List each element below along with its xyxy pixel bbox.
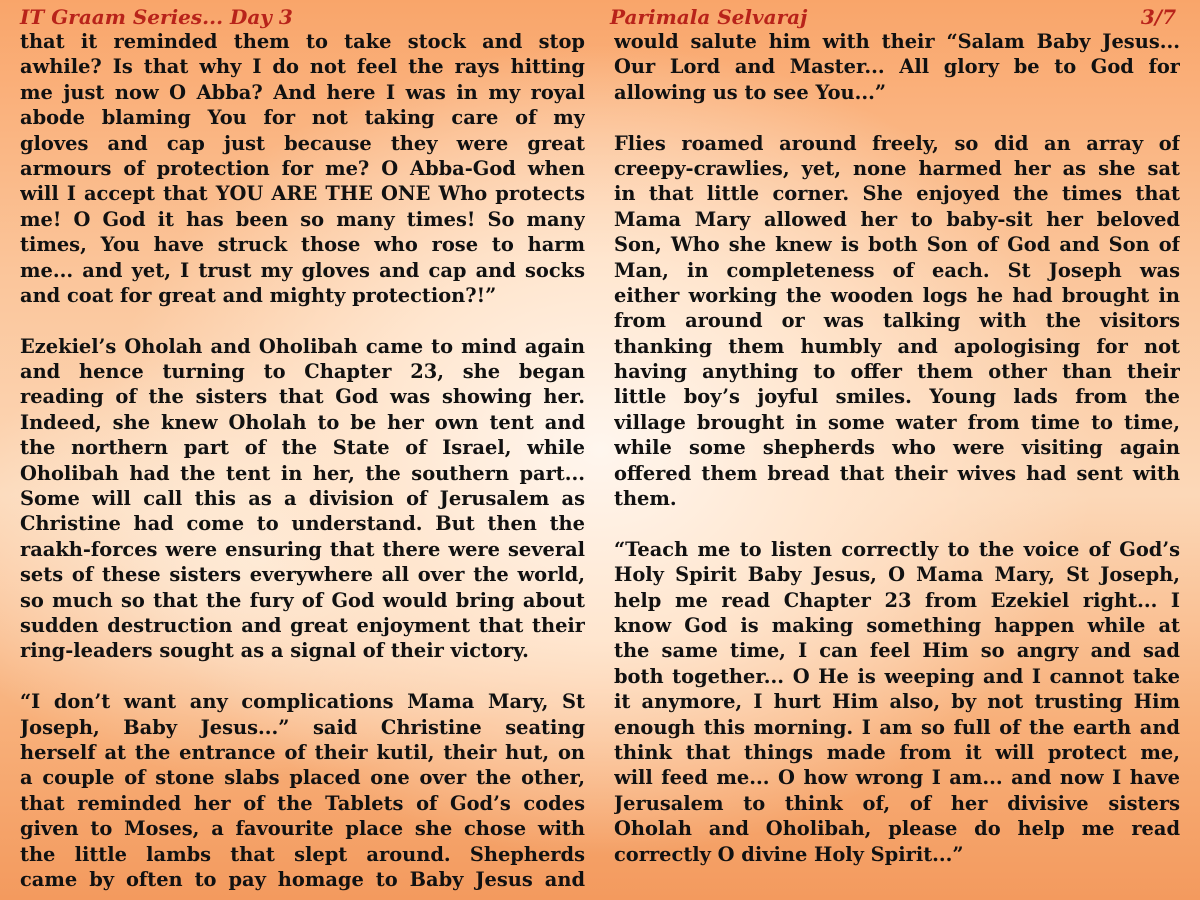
text-line: Joseph, Baby Jesus...” said Christine seating bbox=[20, 715, 585, 739]
text-line: and hence turning to Chapter 23, she began bbox=[20, 360, 585, 384]
left-text-column bbox=[20, 29, 585, 892]
text-line: think that things made from it will protect me, bbox=[614, 740, 1180, 764]
right-text-column bbox=[614, 29, 1180, 867]
text-line: them. bbox=[614, 487, 677, 511]
series-title: IT Graam Series... Day 3 bbox=[20, 5, 293, 29]
text-line: from around or was talking with the visitors bbox=[614, 309, 1180, 333]
text-line: me just now O Abba? And here I was in my royal bbox=[20, 80, 585, 104]
text-line: herself at the entrance of their kutil, their hut, on bbox=[20, 740, 585, 764]
text-line: both together... O He is weeping and I cannot take bbox=[614, 664, 1180, 688]
text-line: Our Lord and Master... All glory be to God for bbox=[614, 55, 1180, 79]
text-line: the northern part of the State of Israel, while bbox=[20, 436, 585, 460]
text-line: Man, in completeness of each. St Joseph was bbox=[614, 258, 1180, 282]
text-line: while some shepherds who were visiting again bbox=[614, 436, 1180, 460]
text-line: Flies roamed around freely, so did an array of bbox=[614, 131, 1180, 155]
text-line: correctly O divine Holy Spirit...” bbox=[614, 842, 964, 866]
text-line: Indeed, she knew Oholah to be her own tent and bbox=[20, 410, 585, 434]
text-line: Holy Spirit Baby Jesus, O Mama Mary, St Joseph, bbox=[614, 563, 1180, 587]
text-line: it anymore, I hurt Him also, by not trusting Him bbox=[614, 690, 1180, 714]
text-line: “Teach me to listen correctly to the voice of God’s bbox=[614, 537, 1180, 561]
text-line: reading of the sisters that God was showing her. bbox=[20, 385, 585, 409]
text-line: Jerusalem to think of, of her divisive sisters bbox=[614, 791, 1180, 815]
text-line: armours of protection for me? O Abba-God when bbox=[20, 156, 585, 180]
text-line: times, You have struck those who rose to harm bbox=[20, 233, 585, 257]
text-line: raakh-forces were ensuring that there were several bbox=[20, 537, 585, 561]
text-line: so much so that the fury of God would bring about bbox=[20, 588, 585, 612]
text-line: offered them bread that their wives had sent with bbox=[614, 461, 1180, 485]
text-line: will feed me... O how wrong I am... and now I have bbox=[614, 766, 1180, 790]
text-line: either working the wooden logs he had brought in bbox=[614, 283, 1180, 307]
text-line: Oholah and Oholibah, please do help me read bbox=[614, 817, 1180, 841]
text-line: given to Moses, a favourite place she chose with bbox=[20, 817, 585, 841]
author-name: Parimala Selvaraj bbox=[610, 5, 808, 29]
text-line: enough this morning. I am so full of the earth and bbox=[614, 715, 1180, 739]
paragraph-gap bbox=[614, 511, 1180, 536]
text-line: abode blaming You for not taking care of my bbox=[20, 106, 585, 130]
text-line: sets of these sisters everywhere all over the world, bbox=[20, 563, 585, 587]
text-line: in that little corner. She enjoyed the times that bbox=[614, 182, 1180, 206]
text-line: help me read Chapter 23 from Ezekiel right... I bbox=[614, 588, 1180, 612]
text-line: that reminded her of the Tablets of God’s codes bbox=[20, 791, 585, 815]
text-line: Ezekiel’s Oholah and Oholibah came to mind again bbox=[20, 334, 585, 358]
text-line: Christine had come to understand. But then the bbox=[20, 512, 585, 536]
text-line: the little lambs that slept around. Shepherds bbox=[20, 842, 585, 866]
text-line: me... and yet, I trust my gloves and cap and socks bbox=[20, 258, 585, 282]
text-line: the same time, I can feel Him so angry and sad bbox=[614, 639, 1180, 663]
text-line: Son, Who she knew is both Son of God and Son of bbox=[614, 233, 1180, 257]
text-line: sudden destruction and great enjoyment that their bbox=[20, 613, 585, 637]
text-line: came by often to pay homage to Baby Jesus and bbox=[20, 867, 585, 891]
paragraph-gap bbox=[20, 308, 585, 333]
text-line: would salute him with their “Salam Baby Jesus... bbox=[614, 30, 1180, 53]
text-line: ring-leaders sought as a signal of their victory. bbox=[20, 639, 529, 663]
text-line: gloves and cap just because they were great bbox=[20, 131, 585, 155]
text-line: awhile? Is that why I do not feel the rays hitting bbox=[20, 55, 585, 79]
page-number: 3/7 bbox=[1140, 5, 1176, 29]
paragraph-gap bbox=[20, 664, 585, 689]
text-line: Oholibah had the tent in her, the southern part... bbox=[20, 461, 585, 485]
text-line: Mama Mary allowed her to baby-sit her beloved bbox=[614, 207, 1180, 231]
text-line: a couple of stone slabs placed one over the other, bbox=[20, 766, 585, 790]
text-line: little boy’s joyful smiles. Young lads from the bbox=[614, 385, 1180, 409]
text-line: and coat for great and mighty protection?!” bbox=[20, 283, 497, 307]
text-line: “I don’t want any complications Mama Mary, St bbox=[20, 690, 585, 714]
text-line: thanking them humbly and apologising for not bbox=[614, 334, 1180, 358]
text-line: creepy-crawlies, yet, none harmed her as she sat bbox=[614, 156, 1180, 180]
text-line: me! O God it has been so many times! So many bbox=[20, 207, 585, 231]
paragraph-gap bbox=[614, 105, 1180, 130]
text-line: that it reminded them to take stock and stop bbox=[20, 30, 585, 53]
text-line: know God is making something happen while at bbox=[614, 613, 1180, 637]
text-line: having anything to offer them other than their bbox=[614, 360, 1180, 384]
text-line: allowing us to see You...” bbox=[614, 80, 887, 104]
text-line: will I accept that YOU ARE THE ONE Who protects bbox=[20, 182, 585, 206]
text-line: village brought in some water from time to time, bbox=[614, 410, 1180, 434]
text-line: Some will call this as a division of Jerusalem as bbox=[20, 487, 585, 511]
